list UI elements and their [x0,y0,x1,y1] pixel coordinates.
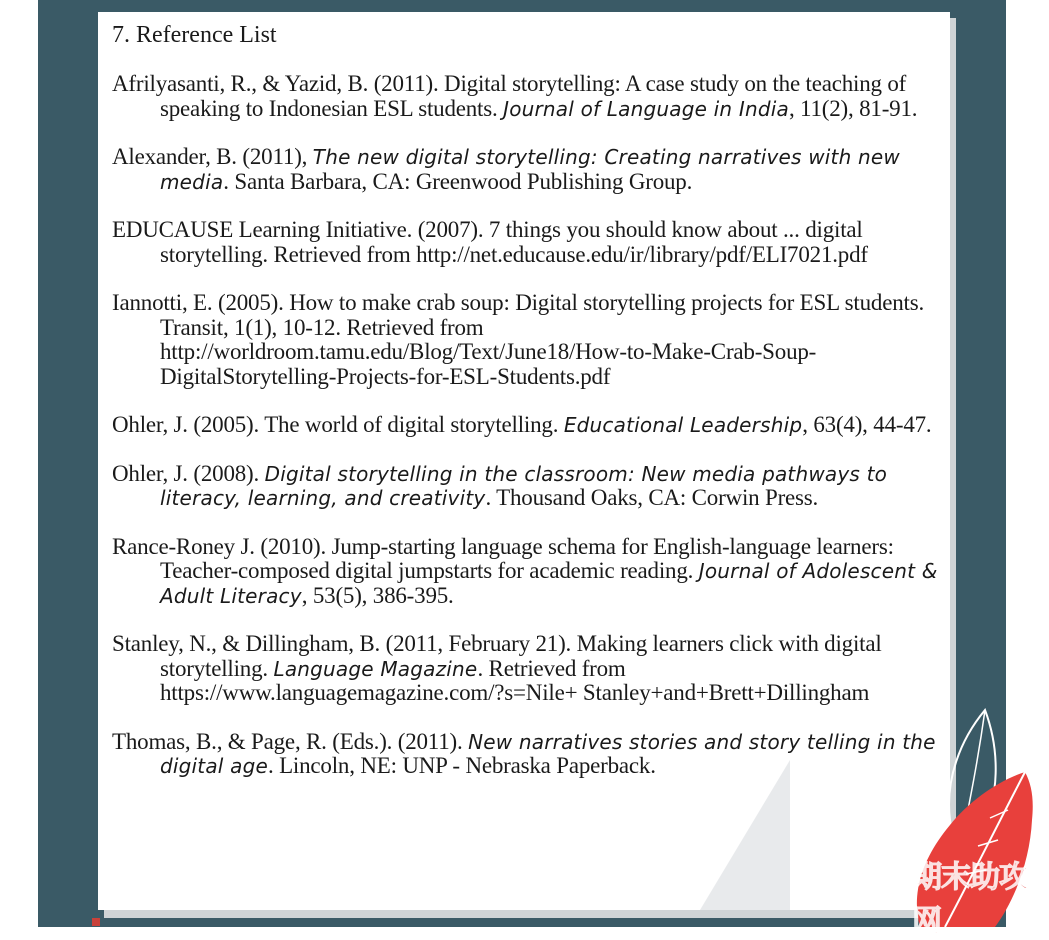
reference-text: . Thousand Oaks, CA: Corwin Press. [485,485,819,510]
reference-title-italic: Journal of Adolescent & Adult Literacy [160,559,938,608]
reference-title-italic: Language Magazine [273,656,478,681]
reference-text: , 11(2), 81-91. [788,95,918,121]
reference-text: Rance-Roney J. (2010). Jump-starting language schema for English-language learners: Teacher-composed digital jumpstarts for academic reading. [112,533,894,583]
reference-title-italic: New narratives stories and story telling in the digital age [160,729,936,778]
reference-text: Alexander, B. (2011), [112,144,313,169]
reference-text: EDUCAUSE Learning Initiative. (2007). 7 things you should know about ... digital storytelling. Retrieved from http://net.educause.edu/ir/library/pdf/ELI7021.pdf [112,217,868,267]
reference-text: Ohler, J. (2008). [112,460,265,486]
reference-entry [112,218,948,267]
reference-text: . Santa Barbara, CA: Greenwood Publishing Group. [223,168,693,194]
reference-entry [112,291,948,389]
page-title: 7. Reference List [112,22,277,48]
reference-text: Iannotti, E. (2005). How to make crab soup: Digital storytelling projects for ESL students. Transit, 1(1), 10-12. Retrieved from http://worldroom.tamu.edu/Blog/Text/June18/How-to-Make-Crab-Soup-DigitalStorytelling-Projects-for-ESL-Students.pdf [112,290,924,389]
watermark: 期末助攻网 [912,860,1028,939]
reference-text: Thomas, B., & Page, R. (Eds.). (2011). [112,728,469,754]
reference-title-italic: Digital storytelling in the classroom: New media pathways to literacy, learning, and creativity [160,461,888,510]
reference-entry [112,145,948,194]
reference-text: , 63(4), 44-47. [802,412,932,437]
reference-text: . Lincoln, NE: UNP - Nebraska Paperback. [267,753,656,778]
reference-text: , 53(5), 386-395. [301,582,454,608]
reference-entry [112,413,948,438]
reference-entry [112,72,948,121]
reference-entry [112,632,948,706]
reference-title-italic: Educational Leadership [563,413,803,437]
reference-text: Stanley, N., & Dillingham, B. (2011, February 21). Making learners click with digital storytelling. [112,631,882,681]
reference-title-italic: Journal of Language in India [503,96,789,121]
reference-text: . Retrieved from https://www.languagemagazine.com/?s=Nile+ Stanley+and+Brett+Dillingham [160,655,870,705]
corner-decoration [92,918,100,926]
reference-entry [112,462,948,511]
reference-list [112,72,948,803]
reference-entry [112,730,948,779]
reference-text: Afrilyasanti, R., & Yazid, B. (2011). Digital storytelling: A case study on the teaching of speaking to Indonesian ESL students. [112,71,907,121]
reference-entry [112,535,948,609]
reference-text: Ohler, J. (2005). The world of digital storytelling. [112,412,564,437]
reference-title-italic: The new digital storytelling: Creating narratives with new media [160,145,900,194]
